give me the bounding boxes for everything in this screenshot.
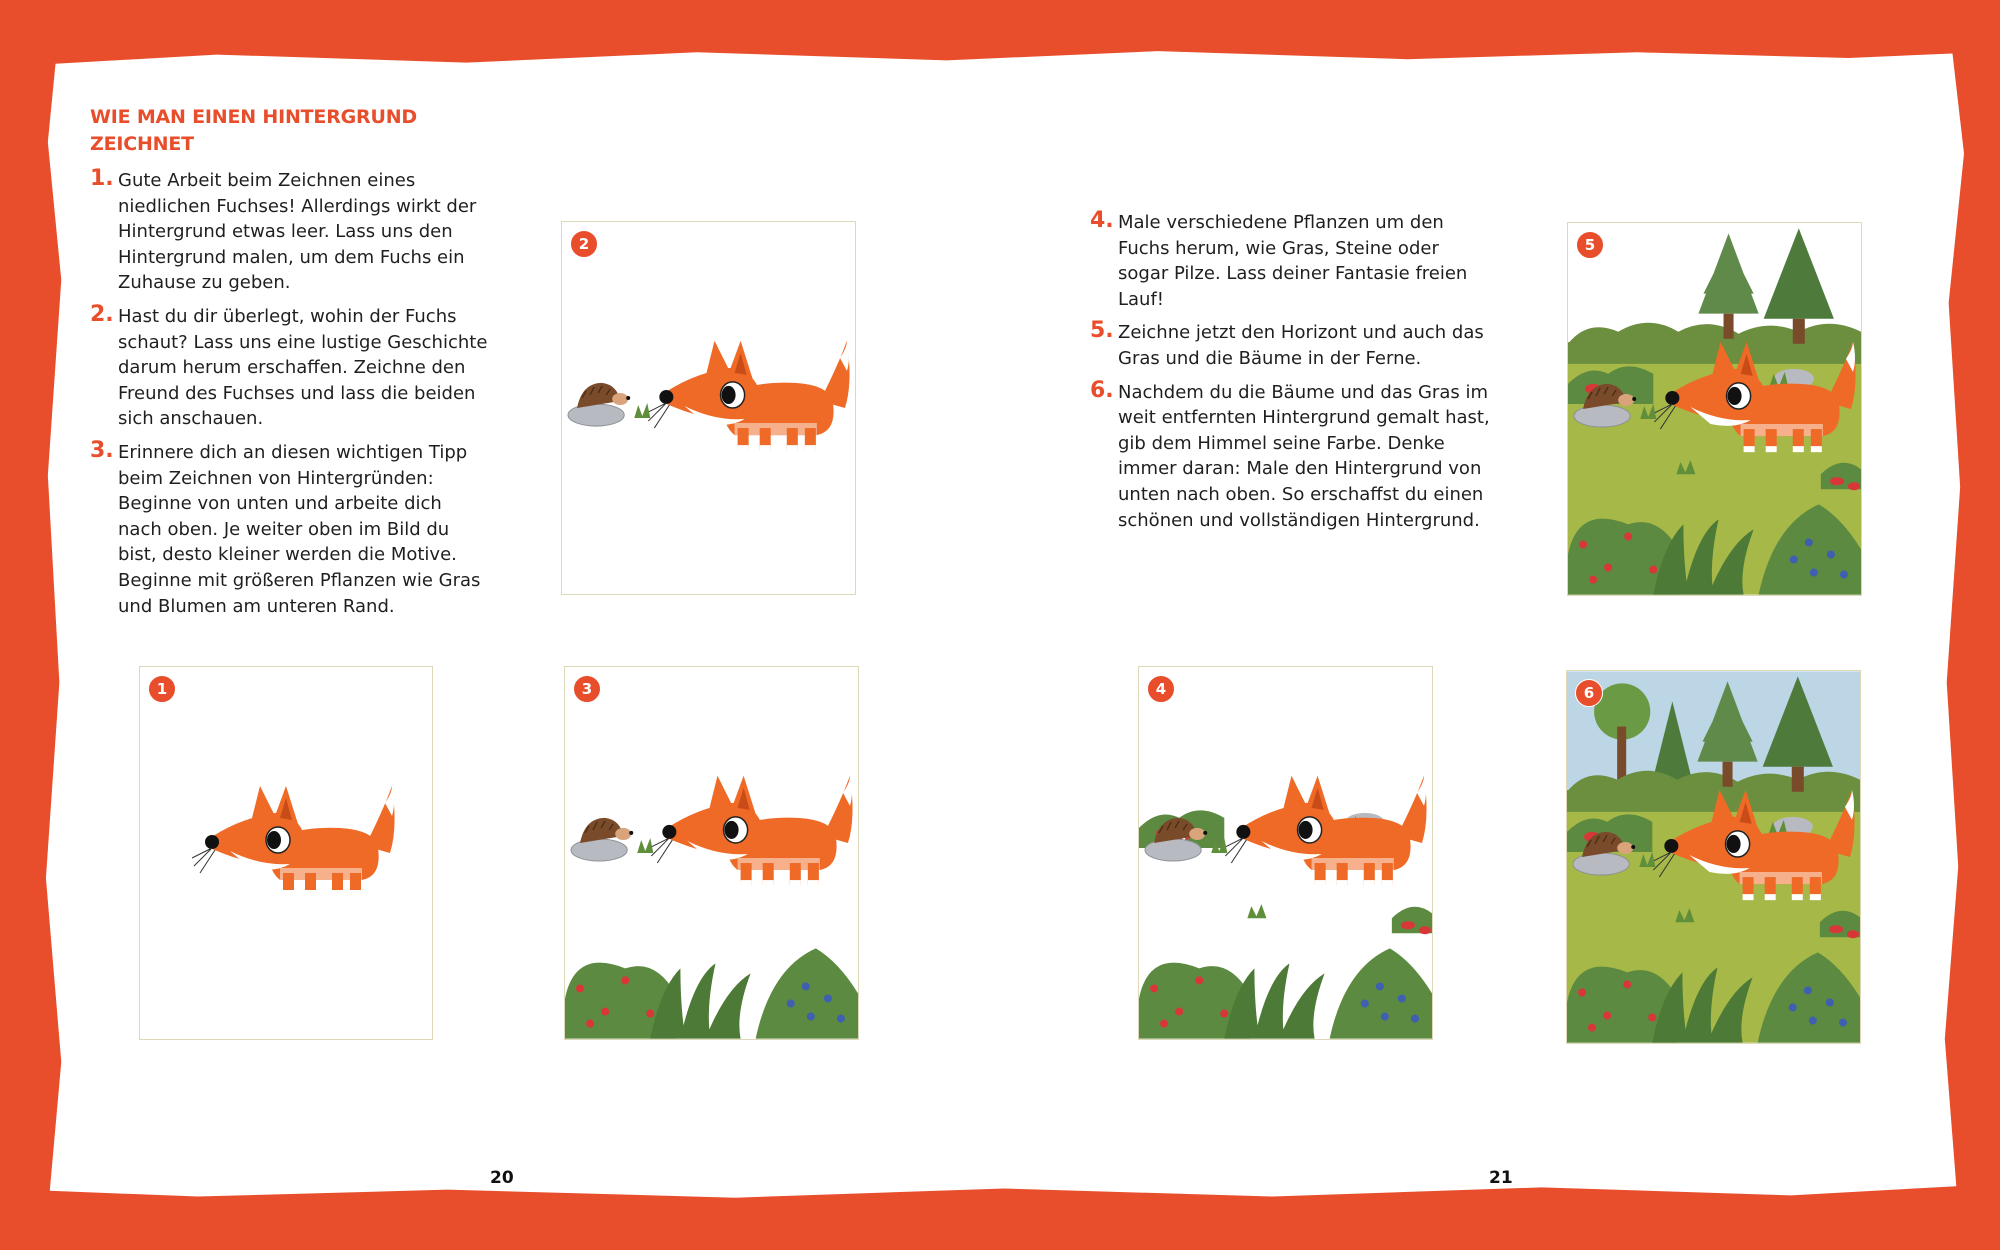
- fox-illustration: [140, 667, 432, 1039]
- illustration-6: [1566, 670, 1861, 1044]
- illustration-3: [564, 666, 859, 1040]
- step-badge: 5: [1576, 231, 1604, 259]
- step-text: Hast du dir überlegt, wohin der Fuchs schaut? Lass uns eine lustige Geschichte darum herum erschaffen. Zeichne den Freund des Fuchses und lass die beiden sich anschauen.: [118, 305, 488, 430]
- step-3: [90, 437, 490, 619]
- step-number: 4.: [1090, 208, 1114, 233]
- fox-plants-illustration: [1139, 667, 1432, 1039]
- page-number-right: 21: [1489, 1168, 1513, 1188]
- steps-right: [1090, 210, 1490, 541]
- step-number: 6.: [1090, 377, 1114, 403]
- step-badge: 2: [570, 230, 598, 258]
- step-1: [90, 168, 490, 296]
- step-number: 5.: [1090, 318, 1114, 344]
- step-badge: 3: [573, 675, 601, 703]
- step-number: 2.: [90, 301, 114, 327]
- step-text: Erinnere dich an diesen wichtigen Tipp beim Zeichnen von Hintergründen: Beginne von unten und arbeite dich nach oben. Je weiter oben im Bild du bist, desto kleiner werden die Motive. Beginne mit größeren Pflanzen wie Gras und Blumen am unteren Rand.: [118, 441, 481, 617]
- illustration-5: [1567, 222, 1862, 596]
- step-badge: 4: [1147, 675, 1175, 703]
- fox-hedgehog-illustration: [562, 222, 855, 594]
- forest-scene-illustration: [1567, 671, 1860, 1043]
- step-badge: 1: [148, 675, 176, 703]
- page-title: WIE MAN EINEN HINTERGRUND ZEICHNET: [90, 106, 417, 155]
- fox-bushes-illustration: [565, 667, 858, 1039]
- illustration-2: [561, 221, 856, 595]
- step-2: [90, 301, 490, 432]
- fox-meadow-illustration: [1568, 223, 1861, 595]
- step-4: [1090, 210, 1490, 312]
- step-number: 3.: [90, 437, 114, 463]
- illustration-1: [139, 666, 433, 1040]
- step-5: [1090, 320, 1490, 371]
- step-badge: 6: [1575, 679, 1603, 707]
- step-6: [1090, 377, 1490, 534]
- step-number: 1.: [90, 166, 114, 191]
- page-number-left: 20: [490, 1168, 514, 1188]
- step-text: Zeichne jetzt den Horizont und auch das Gras und die Bäume in der Ferne.: [1118, 322, 1484, 369]
- step-text: Nachdem du die Bäume und das Gras im weit entfernten Hintergrund gemalt hast, gib dem Himmel seine Farbe. Denke immer daran: Male den Hintergrund von unten nach oben. So erschaffst du einen schönen und vollständigen Hintergrund.: [1118, 381, 1490, 531]
- step-text: Male verschiedene Pflanzen um den Fuchs herum, wie Gras, Steine oder sogar Pilze. Lass deiner Fantasie freien Lauf!: [1118, 212, 1468, 310]
- step-text: Gute Arbeit beim Zeichnen eines niedlichen Fuchses! Allerdings wirkt der Hintergrund etwas leer. Lass uns den Hintergrund malen, um dem Fuchs ein Zuhause zu geben.: [118, 170, 477, 294]
- steps-left: [90, 168, 490, 627]
- illustration-4: [1138, 666, 1433, 1040]
